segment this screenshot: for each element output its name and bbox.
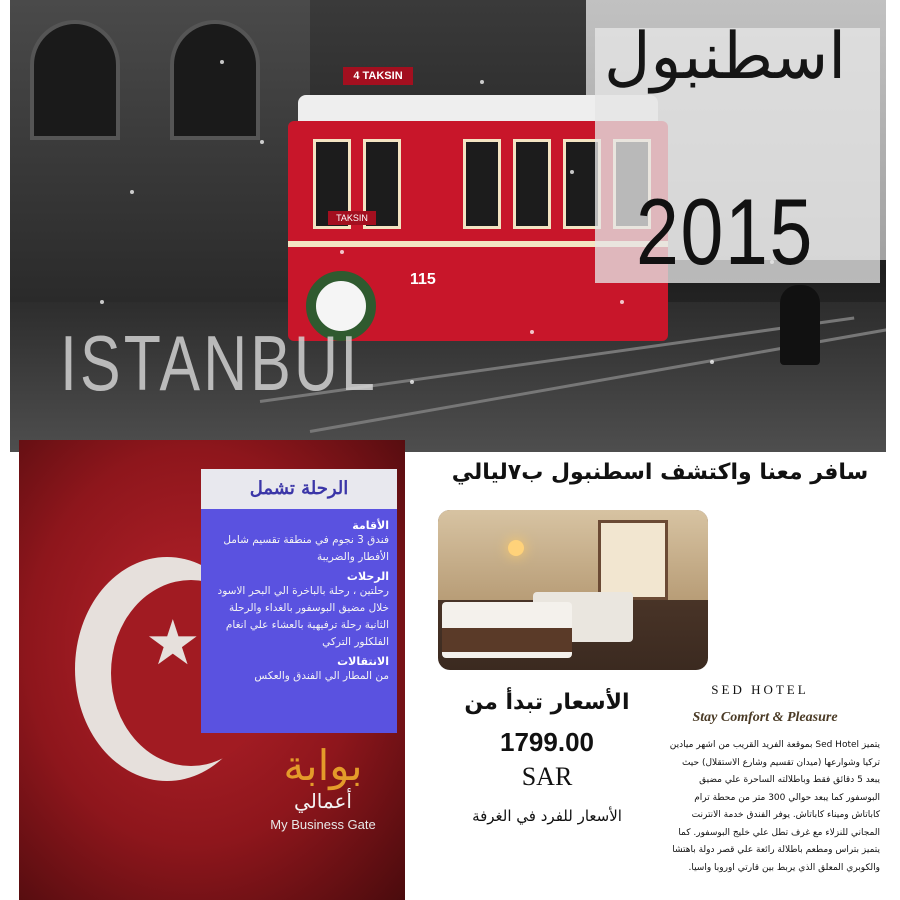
bed-runner (442, 628, 572, 652)
building-arch (170, 20, 260, 140)
offer-headline: سافر معنا واكتشف اسطنبول ب٧ليالي (451, 460, 869, 485)
price-note: الأسعار للفرد في الغرفة (472, 807, 622, 825)
trip-includes-box (201, 469, 397, 733)
tram-window (463, 139, 501, 229)
hotel-description: يتميز Sed Hotel بموقعة الفريد القريب من اشهر ميادين تركيا وشوارعها (ميدان تقسيم وشارع الاستقلال) حيث يبعد 5 دقائق فقط وباطلالته الساحرة علي مضيق البوسفور كما يبعد حوالي 300 متر من محطة ترام كاباتاش وميناء كاباتاش. يوفر الفندق خدمة الانترنت المجاني للنزلاء مع غرف تطل علي خليج البوسفور. كما يتميز بتراس ومطعم باطلالة رائعة علي قصر دولة باهتشا والكوبري المعلق الذي يربط بين قارتي اوروبا واسيا. (669, 740, 880, 873)
pedestrian-silhouette (780, 285, 820, 365)
price-amount: 1799.00 (500, 727, 594, 757)
tram-window (513, 139, 551, 229)
hotel-room-photo (438, 510, 708, 670)
price-title: الأسعار تبدأ من (464, 690, 630, 715)
trips-text: رحلتين ، رحلة بالباخرة الي البحر الاسود خلال مضيق البوسفور بالغداء والرحلة الثانية رحلة ترفيهية بالعشاء علي انغام الفلكلور التركي (217, 585, 389, 648)
tram-route-sign: 4 TAKSIN (343, 67, 413, 85)
accommodation-text: فندق 3 نجوم في منطقة تقسيم شامل الأفطار والضريبة (223, 534, 389, 563)
star-icon: ★ (145, 606, 201, 679)
hotel-name: SED HOTEL (711, 682, 809, 697)
room-window (598, 520, 668, 600)
hotel-tagline: Stay Comfort & Pleasure (692, 710, 838, 725)
arabic-city-title: اسطنبول (603, 20, 847, 94)
transfers-label: الانتقالات (337, 655, 389, 668)
building-arch (30, 20, 120, 140)
lamp-icon (508, 540, 524, 556)
logo-mark: بوابة (283, 741, 363, 790)
trips-label: الرحلات (346, 570, 389, 583)
year-title: 2015 (636, 179, 815, 284)
building-left (10, 0, 310, 340)
trip-includes-title: الرحلة تشمل (201, 469, 397, 509)
transfers-text: من المطار الي الفندق والعكس (254, 670, 389, 682)
logo-name-en: My Business Gate (270, 817, 376, 832)
logo-name-ar: أعمالي (294, 789, 352, 813)
accommodation-label: الأقامة (352, 519, 389, 532)
business-gate-logo (258, 741, 388, 875)
tram-side-sign: TAKSIN (328, 211, 376, 225)
tram-number: 115 (410, 271, 436, 288)
price-currency: SAR (521, 762, 573, 791)
istanbul-overlay-text: ISTANBUL (60, 319, 378, 407)
